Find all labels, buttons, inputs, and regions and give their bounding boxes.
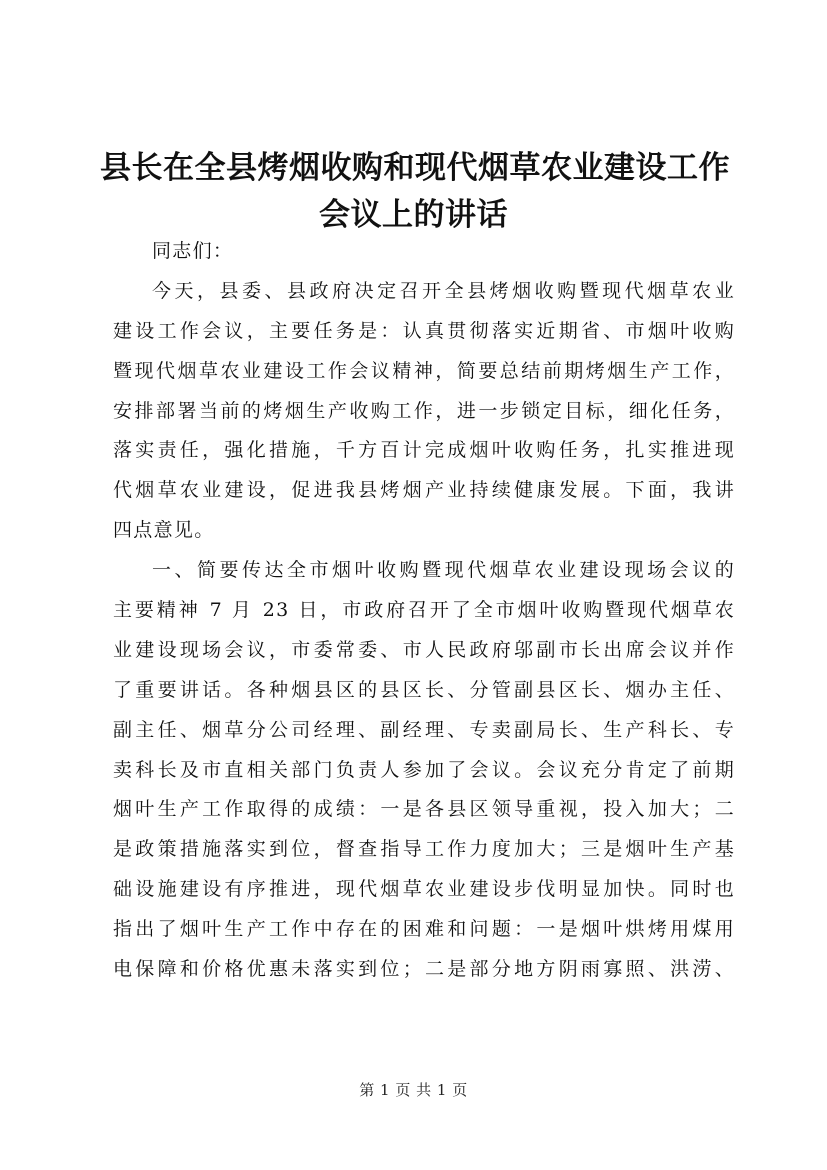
body-line: 业建设现场会议，市委常委、市人民政府邬副市长出席会议并作	[113, 638, 735, 661]
page-footer: 第 1 页 共 1 页	[359, 1081, 468, 1099]
body-line: 代烟草农业建设，促进我县烤烟产业持续健康发展。下面，我讲	[113, 479, 735, 502]
body-line: 今天，县委、县政府决定召开全县烤烟收购暨现代烟草农业	[152, 279, 735, 302]
body-line: 主要精神 7 月 23 日，市政府召开了全市烟叶收购暨现代烟草农	[113, 599, 735, 622]
body-line: 了重要讲话。各种烟县区的县区长、分管副县区长、烟办主任、	[113, 678, 735, 701]
body-line: 落实责任，强化措施，千方百计完成烟叶收购任务，扎实推进现	[113, 439, 735, 462]
document-title-line-1: 县长在全县烤烟收购和现代烟草农业建设工作	[100, 150, 730, 186]
body-line: 电保障和价格优惠未落实到位；二是部分地方阴雨寡照、洪涝、	[113, 958, 735, 981]
body-line: 暨现代烟草农业建设工作会议精神，简要总结前期烤烟生产工作，	[113, 359, 735, 382]
body-line: 副主任、烟草分公司经理、副经理、专卖副局长、生产科长、专	[113, 718, 735, 741]
document-title-line-2: 会议上的讲话	[319, 197, 508, 233]
body-line: 烟叶生产工作取得的成绩：一是各县区领导重视，投入加大；二	[113, 798, 735, 821]
body-line: 是政策措施落实到位，督查指导工作力度加大；三是烟叶生产基	[113, 838, 735, 861]
section-heading-line: 一、简要传达全市烟叶收购暨现代烟草农业建设现场会议的	[152, 559, 735, 582]
body-line: 建设工作会议，主要任务是：认真贯彻落实近期省、市烟叶收购	[113, 319, 735, 342]
body-line: 四点意见。	[113, 519, 215, 542]
body-line: 卖科长及市直相关部门负责人参加了会议。会议充分肯定了前期	[113, 758, 735, 781]
document-body	[113, 232, 735, 990]
greeting-line: 同志们：	[152, 240, 234, 262]
body-line: 础设施建设有序推进，现代烟草农业建设步伐明显加快。同时也	[113, 878, 735, 901]
body-line: 安排部署当前的烤烟生产收购工作，进一步锁定目标，细化任务，	[113, 399, 735, 422]
body-line: 指出了烟叶生产工作中存在的困难和问题：一是烟叶烘烤用煤用	[113, 918, 735, 941]
